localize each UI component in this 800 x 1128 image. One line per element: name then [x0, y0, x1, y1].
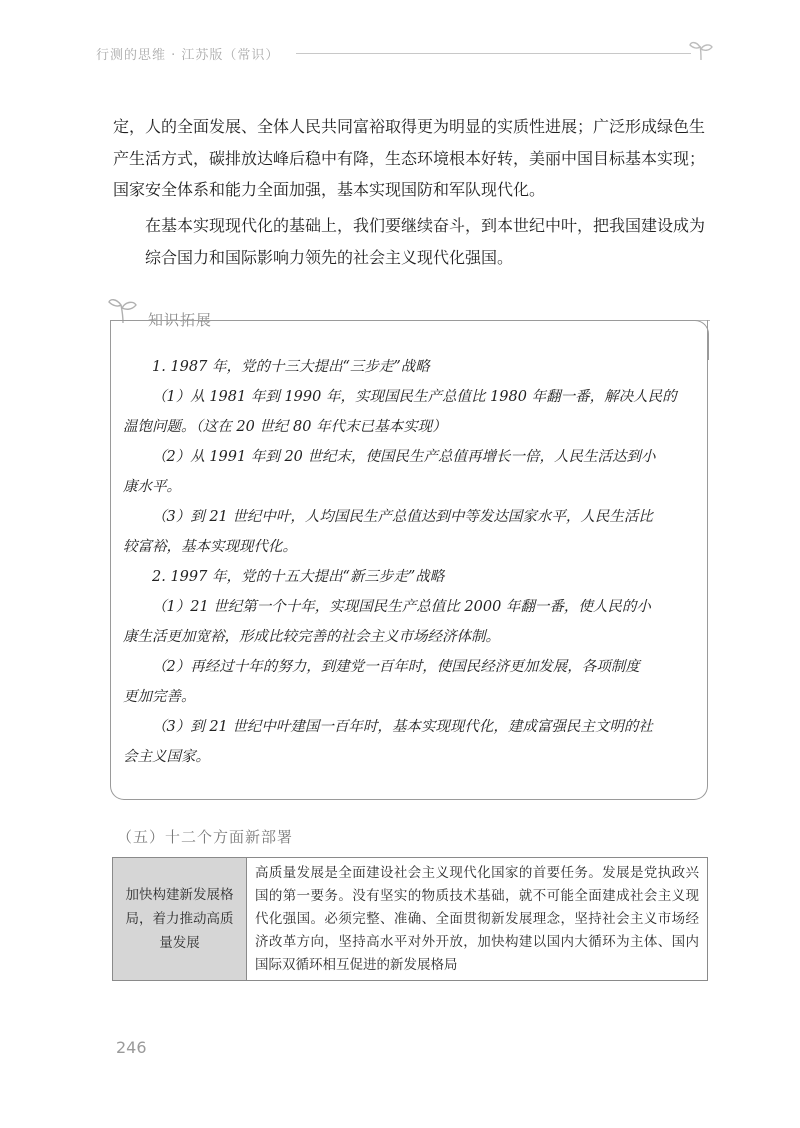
knowledge-extension-label: 知识拓展	[148, 311, 213, 329]
knowledge-extension-box	[110, 320, 708, 800]
sprout-icon	[688, 38, 714, 62]
text-line: 在基本实现现代化的基础上，我们要继续奋斗，到本世纪中叶，把我国建设成为	[145, 216, 706, 235]
extension-line: 康水平。	[123, 479, 181, 495]
deployment-table	[112, 857, 708, 981]
paragraph-2	[113, 210, 713, 273]
extension-line: （1）21 世纪第一个十年，实现国民生产总值比 2000 年翻一番，使人民的小	[152, 599, 651, 615]
extension-line: （2）再经过十年的努力，到建党一百年时，使国民经济更加发展，各项制度	[152, 659, 640, 675]
text-line: 产生活方式，碳排放达峰后稳中有降，生态环境根本好转，美丽中国目标基本实现；	[113, 148, 706, 168]
header-rule	[296, 53, 691, 54]
text-line: 综合国力和国际影响力领先的社会主义现代化强国。	[145, 247, 514, 267]
page-number: 246	[116, 1038, 147, 1057]
table-body-cell: 高质量发展是全面建设社会主义现代化国家的首要任务。发展是党执政兴国的第一要务。没有坚实的物质技术基础，就不可能全面建成社会主义现代化强国。必须完整、准确、全面贯彻新发展理念，坚持社会主义市场经济改革方向，坚持高水平对外开放，加快构建以国内大循环为主体、国内国际双循环相互促进的新发展格局	[255, 865, 699, 973]
knowledge-extension-content	[123, 352, 697, 772]
table-head-cell: 加快构建新发展格局，着力推动高质量发展	[113, 858, 247, 980]
extension-line: （3）到 21 世纪中叶，人均国民生产总值达到中等发达国家水平，人民生活比	[152, 509, 653, 525]
text-line: 定，人的全面发展、全体人民共同富裕取得更为明显的实质性进展；广泛形成绿色生	[113, 117, 706, 136]
section-title: （五）十二个方面新部署	[117, 828, 294, 846]
extension-line: 2. 1997 年，党的十五大提出“新三步走”战略	[152, 569, 445, 585]
extension-line: 较富裕，基本实现现代化。	[123, 539, 297, 555]
extension-line: （2）从 1991 年到 20 世纪末，使国民生产总值再增长一倍，人民生活达到小	[152, 449, 656, 465]
extension-line: 康生活更加宽裕，形成比较完善的社会主义市场经济体制。	[123, 629, 500, 645]
sprout-icon	[108, 290, 142, 324]
header-title: 行测的思维 · 江苏版（常识）	[96, 48, 280, 63]
extension-line: 1. 1987 年，党的十三大提出“三步走”战略	[152, 359, 430, 375]
extension-line: （3）到 21 世纪中叶建国一百年时，基本实现现代化，建成富强民主文明的社	[152, 719, 653, 735]
extension-line: 会主义国家。	[123, 749, 210, 765]
paragraph-1	[113, 111, 713, 206]
extension-line: 更加完善。	[123, 689, 196, 705]
extension-line: 温饱问题。（这在 20 世纪 80 年代末已基本实现）	[123, 419, 447, 435]
running-header	[96, 38, 716, 68]
text-line: 国家安全体系和能力全面加强，基本实现国防和军队现代化。	[113, 180, 546, 199]
extension-line: （1）从 1981 年到 1990 年，实现国民生产总值比 1980 年翻一番，解决人民的	[152, 389, 677, 405]
